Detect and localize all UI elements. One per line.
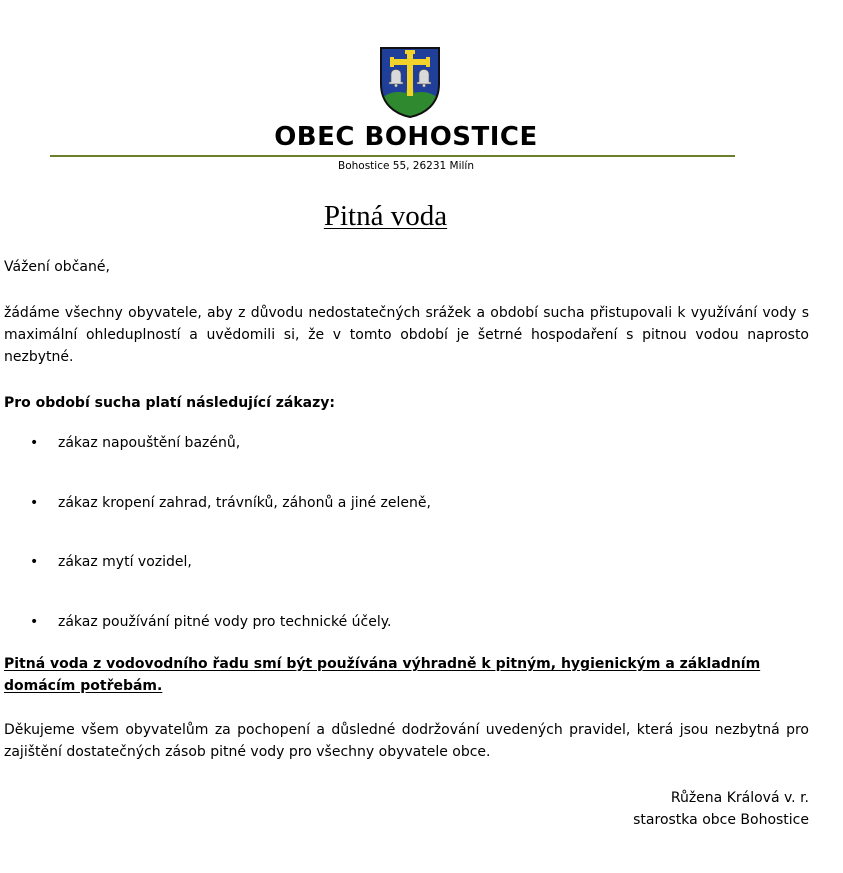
organization-name: OBEC BOHOSTICE <box>274 122 538 152</box>
greeting: Vážení občané, <box>4 259 110 275</box>
intro-paragraph: žádáme všechny obyvatele, aby z důvodu nedostatečných srážek a období sucha přistupovali k využívání vody s maximální ohleduplností a uvědomili si, že v tomto období je šetrné hospodaření s pitnou vodou naprosto nezbytné. <box>4 305 809 365</box>
bullet-icon: • <box>30 435 39 451</box>
drinking-water-notice <box>4 653 809 697</box>
list-item <box>30 551 192 573</box>
header-divider <box>50 155 735 157</box>
organization-address: Bohostice 55, 26231 Milín <box>337 160 475 172</box>
list-item <box>30 611 391 633</box>
signature-name: Růžena Králová v. r. <box>670 790 809 806</box>
notice-text: Pitná voda z vodovodního řadu smí být používána výhradně k pitným, hygienickým a základním domácím potřebám. <box>4 656 761 694</box>
thanks-paragraph: Děkujeme všem obyvatelům za pochopení a důsledné dodržování uvedených pravidel, která jsou nezbytná pro zajištění dostatečných zásob pitné vody pro všechny obyvatele obce. <box>4 722 809 760</box>
signature-role: starostka obce Bohostice <box>633 812 809 828</box>
bullet-icon: • <box>30 614 39 630</box>
bullet-icon: • <box>30 495 39 511</box>
restriction-text: zákaz napouštění bazénů, <box>58 435 241 451</box>
restriction-text: zákaz kropení zahrad, trávníků, záhonů a jiné zeleně, <box>58 495 431 511</box>
restriction-text: zákaz mytí vozidel, <box>58 554 192 570</box>
bullet-icon: • <box>30 554 39 570</box>
document-title: Pitná voda <box>323 200 448 232</box>
restriction-text: zákaz používání pitné vody pro technické účely. <box>58 614 392 630</box>
restrictions-heading: Pro období sucha platí následující zákazy: <box>4 395 335 411</box>
list-item <box>30 432 240 454</box>
coat-of-arms-icon <box>379 46 441 118</box>
list-item <box>30 492 431 514</box>
